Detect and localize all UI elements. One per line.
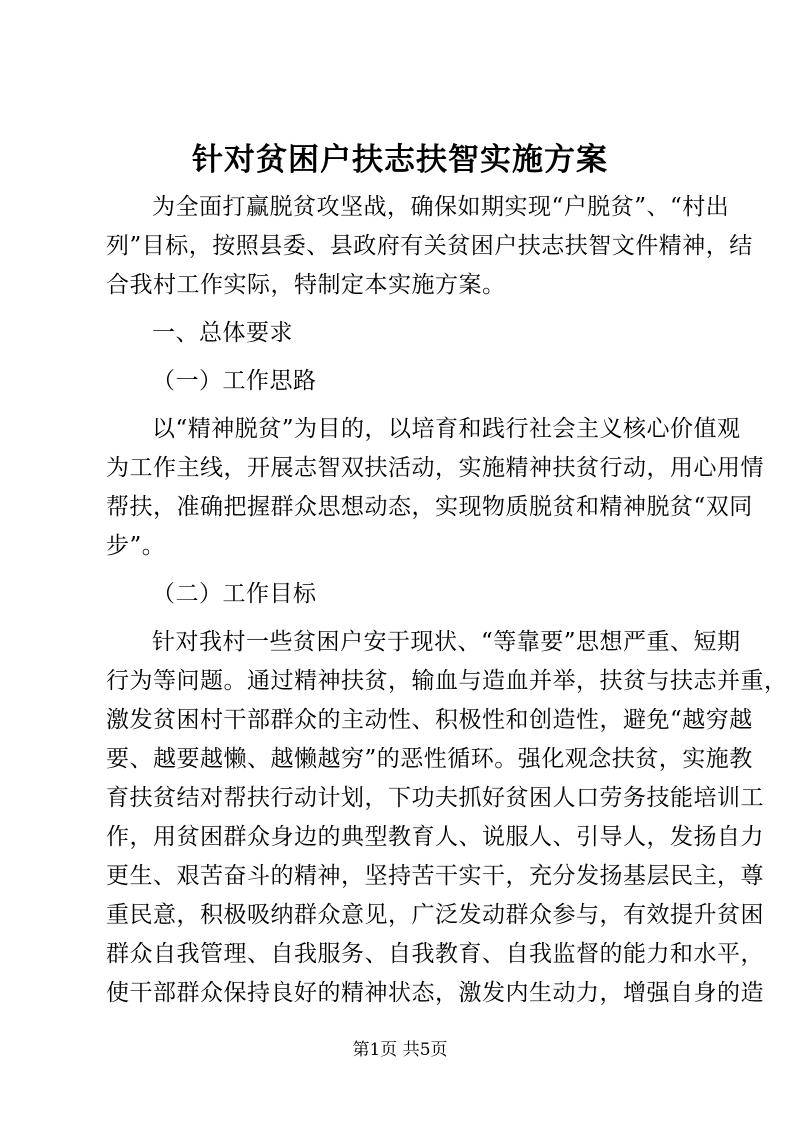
paragraph-line: 行为等问题。通过精神扶贫，输血与造血并举，扶贫与扶志并重， bbox=[106, 668, 788, 694]
document-body bbox=[106, 188, 788, 1013]
page-indicator: 第1页 共5页 bbox=[352, 1040, 448, 1060]
intro-paragraph bbox=[106, 188, 753, 305]
paragraph-line: 群众自我管理、自我服务、自我教育、自我监督的能力和水平， bbox=[106, 941, 764, 967]
document-title: 针对贫困户扶志扶智实施方案 bbox=[192, 142, 608, 178]
paragraph-line: 合我村工作实际，特制定本实施方案。 bbox=[106, 272, 506, 298]
subsection-heading: （二）工作目标 bbox=[152, 581, 317, 607]
work-approach-paragraph bbox=[106, 410, 764, 566]
paragraph-line: 激发贫困村干部群众的主动性、积极性和创造性，避免“越穷越 bbox=[106, 707, 753, 733]
work-goal-paragraph bbox=[106, 623, 788, 1013]
paragraph-line: 为工作主线，开展志智双扶活动，实施精神扶贫行动，用心用情 bbox=[106, 455, 764, 481]
paragraph-line: 帮扶，准确把握群众思想动态，实现物质脱贫和精神脱贫“双同 bbox=[106, 494, 753, 520]
paragraph-line: 列”目标，按照县委、县政府有关贫困户扶志扶智文件精神，结 bbox=[106, 233, 753, 259]
paragraph-line: 重民意，积极吸纳群众意见，广泛发动群众参与，有效提升贫困 bbox=[106, 902, 764, 928]
paragraph-line: 步”。 bbox=[106, 533, 166, 559]
subsection-heading: （一）工作思路 bbox=[152, 368, 317, 394]
paragraph-line: 要、越要越懒、越懒越穷”的恶性循环。强化观念扶贫，实施教 bbox=[106, 746, 753, 772]
paragraph-line: 更生、艰苦奋斗的精神，坚持苦干实干，充分发扬基层民主，尊 bbox=[106, 863, 764, 889]
paragraph-line: 以“精神脱贫”为目的，以培育和践行社会主义核心价值观 bbox=[152, 416, 741, 442]
paragraph-line: 育扶贫结对帮扶行动计划，下功夫抓好贫困人口劳务技能培训工 bbox=[106, 785, 764, 811]
paragraph-line: 针对我村一些贫困户安于现状、“等靠要”思想严重、短期 bbox=[152, 629, 741, 655]
paragraph-line: 作，用贫困群众身边的典型教育人、说服人、引导人，发扬自力 bbox=[106, 824, 764, 850]
paragraph-line: 为全面打赢脱贫攻坚战，确保如期实现“户脱贫”、“村出 bbox=[152, 194, 730, 220]
paragraph-line: 使干部群众保持良好的精神状态，激发内生动力，增强自身的造 bbox=[106, 980, 764, 1006]
section-heading: 一、总体要求 bbox=[152, 320, 293, 346]
